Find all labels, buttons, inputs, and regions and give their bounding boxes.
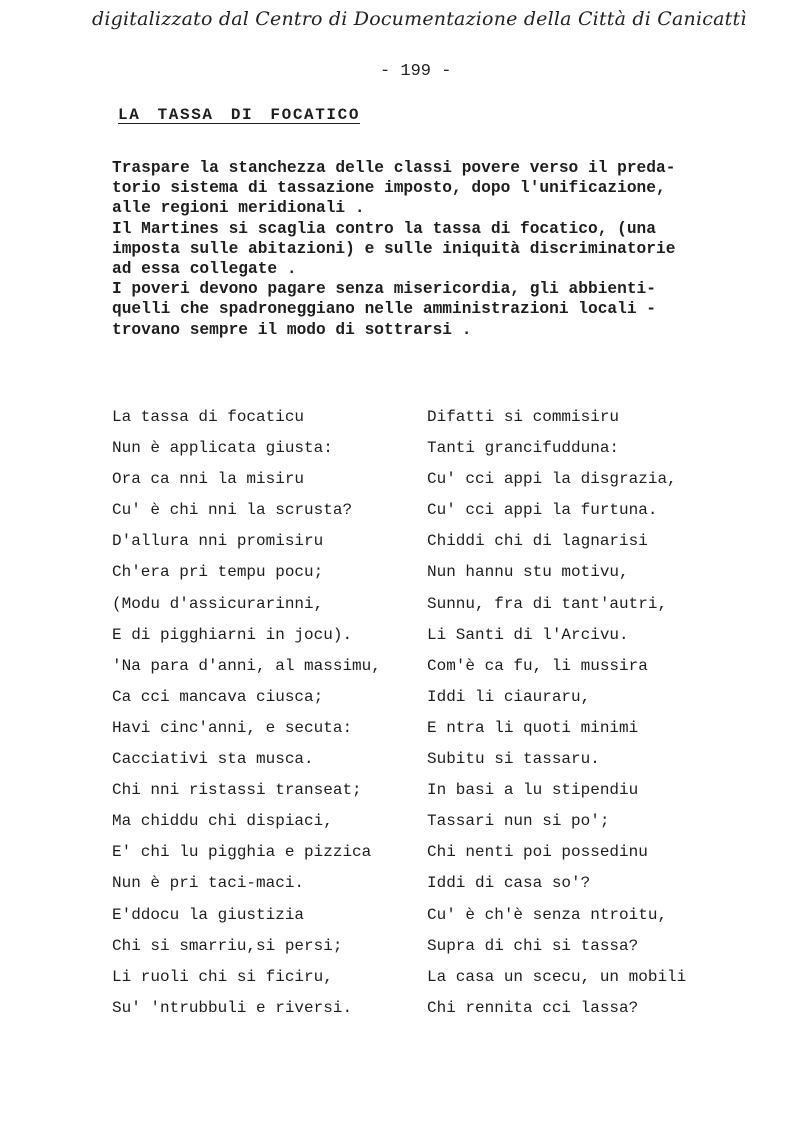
poem-verse: 'Na para d'anni, al massimu,	[112, 656, 381, 675]
intro-line: quelli che spadroneggiano nelle amministrazioni locali -	[112, 300, 656, 319]
poem-verse: E di pigghiarni in jocu).	[112, 625, 353, 644]
poem-verse: Cu' cci appi la furtuna.	[427, 501, 658, 520]
poem-verse: Chiddi chi di lagnarisi	[427, 532, 648, 551]
poem-verse: Cu' è chi nni la scrusta?	[112, 501, 353, 520]
poem-verse: Ch'era pri tempu pocu;	[112, 563, 324, 582]
section-title: LA TASSA DI FOCATICO	[118, 106, 361, 124]
poem-verse: E'ddocu la giustizia	[112, 905, 305, 924]
poem-verse: Nun è pri taci-maci.	[112, 874, 305, 893]
poem-verse: Difatti si commisiru	[427, 408, 620, 426]
poem-verse: Tanti grancifudduna:	[427, 439, 620, 458]
poem-verse: In basi a lu stipendiu	[427, 781, 639, 800]
intro-line: I poveri devono pagare senza misericordia, gli abbienti-	[112, 280, 656, 299]
poem-verse: Chi nni ristassi transeat;	[112, 781, 362, 800]
poem-verse: Chi rennita cci lassa?	[427, 998, 639, 1017]
poem-verse: E' chi lu pigghia e pizzica	[112, 843, 372, 862]
poem-verse: Li ruoli chi si ficiru,	[112, 967, 333, 986]
poem-verse: Havi cinc'anni, e secuta:	[112, 718, 353, 737]
intro-line: alle regioni meridionali .	[112, 199, 365, 218]
poem-verse: Ca cci mancava ciusca;	[112, 687, 324, 706]
intro-line: trovano sempre il modo di sottrarsi .	[112, 320, 472, 339]
poem-verse: Iddi di casa so'?	[427, 874, 591, 893]
poem-verse: Nun è applicata giusta:	[112, 439, 333, 458]
intro-paragraph	[112, 158, 762, 340]
poem-verse: Chi si smarriu,si persi;	[112, 936, 343, 955]
intro-line: Il Martines si scaglia contro la tassa di focatico, (una	[112, 219, 656, 238]
page-number: - 199 -	[380, 62, 452, 81]
poem-verse: La casa un scecu, un mobili	[427, 967, 687, 986]
poem-verse: Ma chiddu chi dispiaci,	[112, 812, 333, 831]
poem-verse: Tassari nun si po';	[427, 812, 610, 831]
poem-verse: La tassa di focaticu	[112, 408, 305, 426]
poem-verse: Subitu si tassaru.	[427, 750, 600, 769]
poem-verse: Sunnu, fra di tant'autri,	[427, 594, 668, 613]
poem-verse: E ntra li quoti minimi	[427, 718, 639, 737]
poem-verse: Cu' è ch'è senza ntroitu,	[427, 905, 668, 924]
poem-verse: Com'è ca fu, li mussira	[427, 656, 648, 675]
poem-verse: Li Santi di l'Arcivu.	[427, 625, 629, 644]
poem-verse: Cacciativi sta musca.	[112, 750, 314, 769]
intro-line: imposta sulle abitazioni) e sulle iniquità discriminatorie	[112, 239, 676, 258]
poem-verse: Su' 'ntrubbuli e riversi.	[112, 998, 353, 1017]
poem-right-column	[427, 402, 686, 1024]
poem-verse: Iddi li ciauraru,	[427, 687, 591, 706]
poem-left-column	[112, 402, 381, 1024]
poem-verse: Ora ca nni la misiru	[112, 470, 305, 489]
intro-line: Traspare la stanchezza delle classi povere verso il preda-	[112, 159, 676, 177]
intro-line: ad essa collegate .	[112, 260, 297, 279]
poem-verse: D'allura nni promisiru	[112, 532, 324, 551]
poem-verse: Nun hannu stu motivu,	[427, 563, 629, 582]
digitization-watermark: digitalizzato dal Centro di Documentazione della Città di Canicattì	[92, 8, 747, 30]
poem-verse: Cu' cci appi la disgrazia,	[427, 470, 677, 489]
intro-line: torio sistema di tassazione imposto, dopo l'unificazione,	[112, 179, 666, 198]
poem-verse: Chi nenti poi possedinu	[427, 843, 648, 862]
poem-verse: Supra di chi si tassa?	[427, 936, 639, 955]
poem-verse: (Modu d'assicurarinni,	[112, 594, 324, 613]
